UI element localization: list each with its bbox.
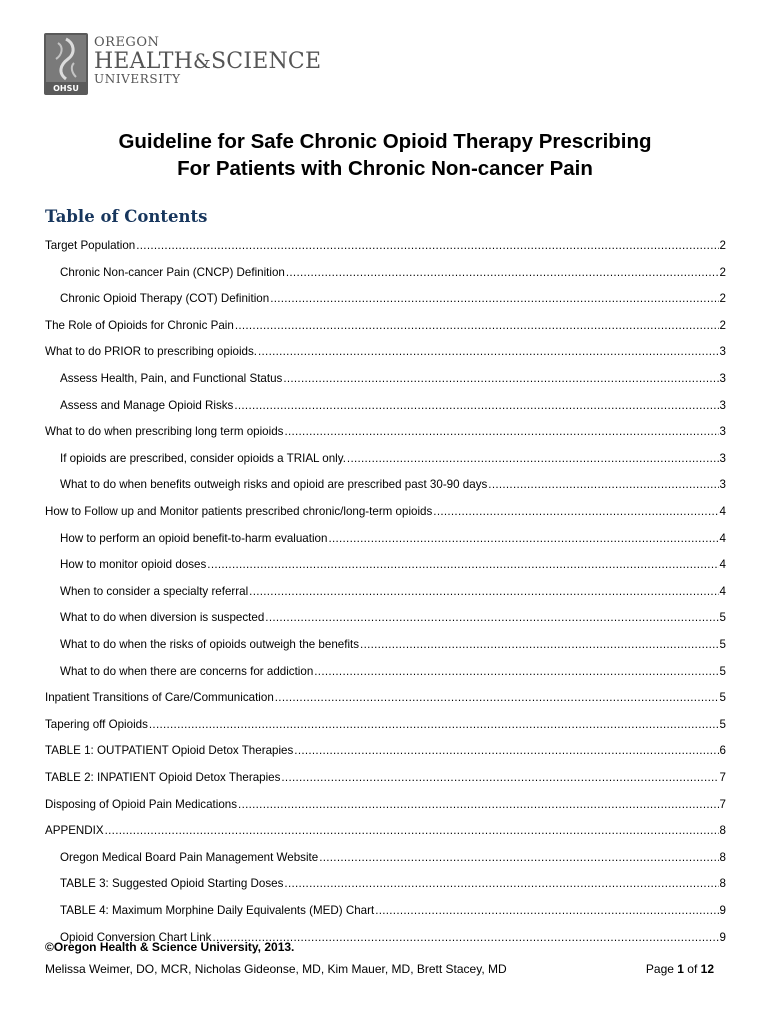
document-title-line2: For Patients with Chronic Non-cancer Pain xyxy=(177,157,593,180)
copyright-notice: ©Oregon Health & Science University, 2013. xyxy=(45,940,295,954)
toc-entry[interactable] xyxy=(45,236,726,252)
toc-entry[interactable] xyxy=(45,768,726,784)
toc-dot-leader xyxy=(105,824,719,837)
toc-entry-page: 7 xyxy=(719,771,726,784)
author-list: Melissa Weimer, DO, MCR, Nicholas Gideonse, MD, Kim Mauer, MD, Brett Stacey, MD xyxy=(45,962,507,976)
toc-dot-leader xyxy=(284,425,718,438)
toc-entry-label: What to do when benefits outweigh risks and opioid are prescribed past 30-90 days xyxy=(60,478,488,492)
toc-entry-label: Inpatient Transitions of Care/Communication xyxy=(45,691,274,705)
toc-entry-label: TABLE 3: Suggested Opioid Starting Doses xyxy=(60,877,284,891)
toc-entry[interactable] xyxy=(45,422,726,438)
page-total: 12 xyxy=(700,962,714,976)
toc-entry[interactable] xyxy=(60,608,726,624)
toc-entry-page: 4 xyxy=(719,584,726,598)
toc-dot-leader xyxy=(314,665,718,678)
toc-dot-leader xyxy=(488,478,718,491)
toc-entry-page: 4 xyxy=(719,505,726,518)
toc-dot-leader xyxy=(238,798,719,811)
document-title-line1: Guideline for Safe Chronic Opioid Therapy Prescribing xyxy=(118,130,652,153)
toc-dot-leader xyxy=(360,638,719,651)
toc-entry[interactable] xyxy=(45,316,726,332)
toc-entry-label: APPENDIX xyxy=(45,824,104,838)
toc-entry[interactable] xyxy=(60,475,726,491)
toc-entry[interactable] xyxy=(60,635,726,651)
toc-dot-leader xyxy=(347,452,719,465)
toc-entry[interactable] xyxy=(45,502,726,518)
toc-entry[interactable] xyxy=(60,263,726,279)
logo-wordmark xyxy=(94,36,321,86)
toc-dot-leader xyxy=(234,399,718,412)
toc-entry-page: 3 xyxy=(719,451,726,465)
toc-entry-label: How to Follow up and Monitor patients prescribed chronic/long-term opioids xyxy=(45,505,433,518)
toc-entry-label: Assess Health, Pain, and Functional Status xyxy=(60,372,283,385)
toc-entry-page: 6 xyxy=(719,744,726,758)
toc-entry-label: If opioids are prescribed, consider opioids a TRIAL only. xyxy=(60,451,346,465)
toc-entry-label: What to do when prescribing long term opioids xyxy=(45,425,284,439)
logo-line-university: UNIVERSITY xyxy=(94,72,181,86)
toc-entry-label: Chronic Opioid Therapy (COT) Definition xyxy=(60,292,270,306)
toc-entry-page: 5 xyxy=(719,717,726,731)
toc-dot-leader xyxy=(270,292,718,305)
toc-entry[interactable] xyxy=(60,289,726,305)
toc-entry[interactable] xyxy=(45,342,726,358)
page-current: 1 xyxy=(677,962,684,976)
toc-entry-label: Chronic Non-cancer Pain (CNCP) Definition xyxy=(60,265,285,279)
toc-entry-label: Oregon Medical Board Pain Management Website xyxy=(60,850,319,864)
toc-entry-label: How to perform an opioid benefit-to-harm evaluation xyxy=(60,531,328,545)
logo-ampersand: & xyxy=(193,49,212,73)
toc-dot-leader xyxy=(375,904,718,917)
toc-entry-label: Target Population xyxy=(45,239,136,252)
logo-science: SCIENCE xyxy=(211,49,322,74)
toc-dot-leader xyxy=(319,851,718,864)
toc-dot-leader xyxy=(235,319,719,332)
toc-entry-label: The Role of Opioids for Chronic Pain xyxy=(45,318,234,332)
toc-entry-page: 4 xyxy=(719,558,726,572)
toc-entry-label: TABLE 4: Maximum Morphine Daily Equivalents (MED) Chart xyxy=(60,904,375,917)
toc-entry-page: 5 xyxy=(719,691,726,705)
page-middle: of xyxy=(683,962,701,976)
toc-entry[interactable] xyxy=(60,369,726,385)
ohsu-logo-mark-icon xyxy=(44,33,88,95)
toc-dot-leader xyxy=(284,877,718,890)
toc-heading: Table of Contents xyxy=(45,207,208,226)
toc-dot-leader xyxy=(136,239,718,252)
toc-entry-label: TABLE 1: OUTPATIENT Opioid Detox Therapies xyxy=(45,744,294,758)
toc-entry-page: 3 xyxy=(719,345,726,359)
toc-entry-page: 7 xyxy=(719,797,726,811)
toc-entry-page: 8 xyxy=(719,850,726,864)
toc-entry[interactable] xyxy=(45,821,726,837)
toc-entry[interactable] xyxy=(60,848,726,864)
toc-entry-label: When to consider a specialty referral xyxy=(60,584,249,598)
toc-entry[interactable] xyxy=(60,662,726,678)
toc-dot-leader xyxy=(281,771,718,784)
page-number xyxy=(646,962,714,976)
toc-entry-page: 2 xyxy=(719,239,726,252)
toc-entry-page: 5 xyxy=(719,664,726,678)
toc-dot-leader xyxy=(275,691,719,704)
toc-dot-leader xyxy=(258,345,719,358)
toc-entry-label: Tapering off Opioids xyxy=(45,717,148,731)
toc-entry-label: What to do when diversion is suspected xyxy=(60,611,265,625)
toc-entry-page: 8 xyxy=(719,877,726,891)
toc-dot-leader xyxy=(286,266,719,279)
toc-entry[interactable] xyxy=(45,715,726,731)
toc-entry[interactable] xyxy=(45,688,726,704)
toc-entry-page: 4 xyxy=(719,531,726,545)
toc-entry[interactable] xyxy=(45,795,726,811)
toc-entry-page: 2 xyxy=(719,318,726,332)
toc-dot-leader xyxy=(249,585,718,598)
logo-line-health-science xyxy=(94,50,321,73)
toc-entry-page: 2 xyxy=(719,265,726,279)
toc-entry-label: Assess and Manage Opioid Risks xyxy=(60,398,234,412)
toc-entry-label: Opioid Conversion Chart Link xyxy=(60,930,212,944)
toc-dot-leader xyxy=(265,611,718,624)
toc-entry-page: 9 xyxy=(719,930,726,944)
toc-dot-leader xyxy=(283,372,718,385)
toc-entry-page: 3 xyxy=(719,398,726,412)
logo-badge-text: OHSU xyxy=(53,84,79,93)
toc-entry[interactable] xyxy=(45,741,726,757)
toc-entry-label: What to do when there are concerns for addiction xyxy=(60,664,314,678)
toc-dot-leader xyxy=(328,532,718,545)
toc-entry-page: 8 xyxy=(719,824,726,838)
document-title xyxy=(0,128,770,182)
toc-entry-label: What to do when the risks of opioids outweigh the benefits xyxy=(60,638,360,651)
toc-entry[interactable] xyxy=(60,582,726,598)
toc-dot-leader xyxy=(433,505,718,518)
toc-entry[interactable] xyxy=(60,529,726,545)
toc-entry[interactable] xyxy=(60,901,726,917)
toc-entry[interactable] xyxy=(60,449,726,465)
toc-entry-page: 2 xyxy=(719,292,726,306)
toc-dot-leader xyxy=(149,718,719,731)
toc-entry-page: 5 xyxy=(719,611,726,625)
toc-entry[interactable] xyxy=(60,396,726,412)
toc-entry-page: 3 xyxy=(719,478,726,492)
toc-entry-label: How to monitor opioid doses xyxy=(60,558,207,572)
toc-entry-label: What to do PRIOR to prescribing opioids. xyxy=(45,345,258,359)
toc-entry-page: 5 xyxy=(719,638,726,651)
toc-dot-leader xyxy=(207,558,718,571)
toc-entry[interactable] xyxy=(60,874,726,890)
logo-line-oregon: OREGON xyxy=(94,35,160,50)
toc-entry[interactable] xyxy=(60,555,726,571)
toc-entry-page: 3 xyxy=(719,425,726,439)
toc-entry-page: 3 xyxy=(719,372,726,385)
toc-entry-page: 9 xyxy=(719,904,726,917)
toc-dot-leader xyxy=(294,744,718,757)
toc-entry-label: TABLE 2: INPATIENT Opioid Detox Therapies xyxy=(45,771,281,784)
logo-health: HEALTH xyxy=(94,49,194,74)
toc-entry-label: Disposing of Opioid Pain Medications xyxy=(45,797,238,811)
page-prefix: Page xyxy=(645,962,678,976)
